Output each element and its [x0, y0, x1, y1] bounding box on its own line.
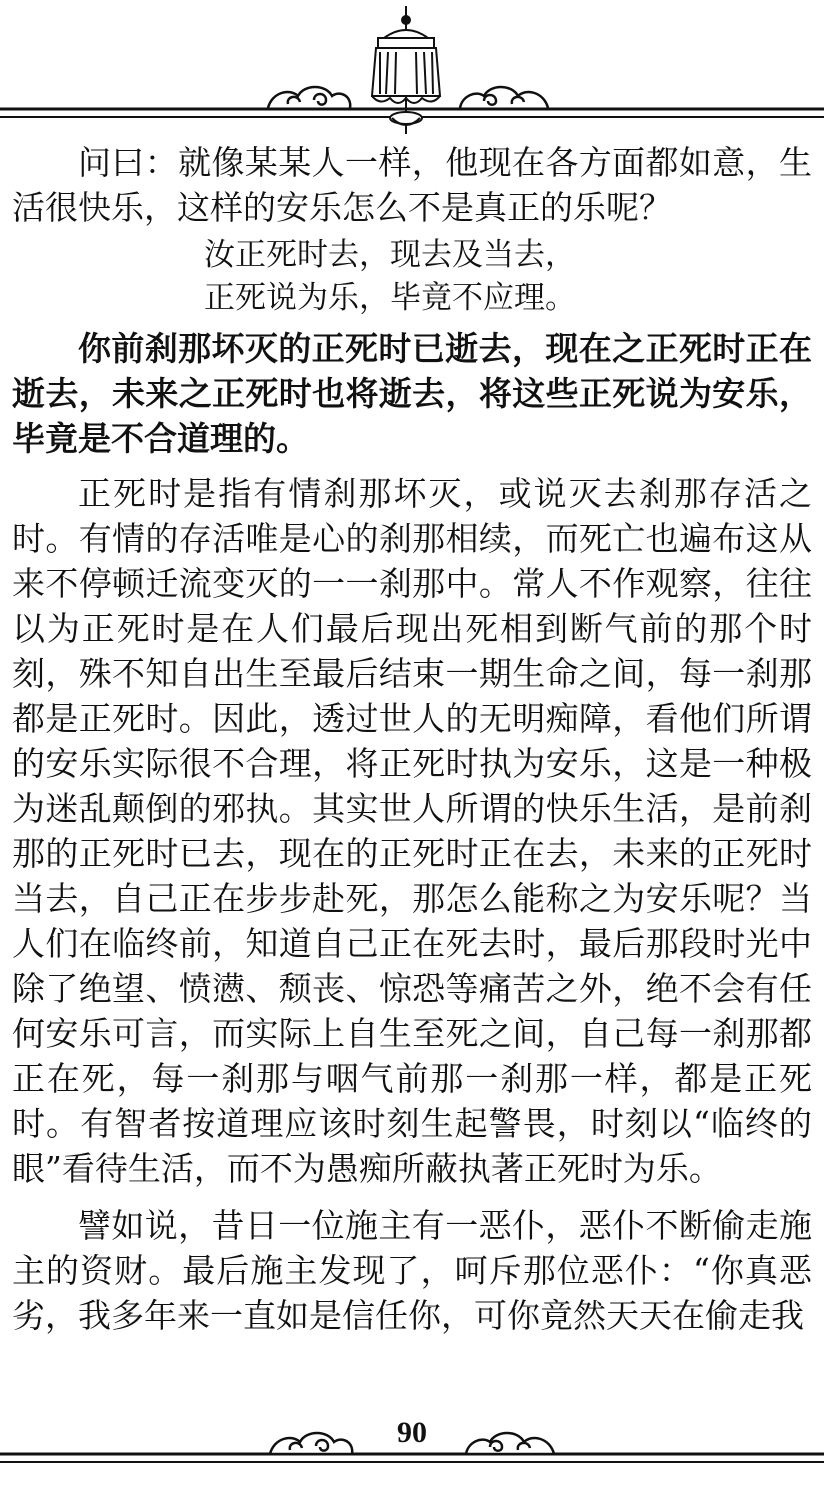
verse-block — [12, 234, 812, 320]
cloud-scroll-icon — [460, 87, 548, 108]
cloud-scroll-icon — [270, 1433, 352, 1454]
verse-line: 汝正死时去，现去及当去， — [204, 237, 576, 273]
page-number: 90 — [397, 1416, 427, 1449]
commentary-paragraph: 你前刹那坏灭的正死时已逝去，现在之正死时正在逝去，未来之正死时也将逝去，将这些正死说为安乐，毕竟是不合道理的。 — [12, 329, 812, 458]
victory-banner-ornament-icon — [372, 6, 440, 134]
header-ornament — [0, 0, 824, 140]
page-body — [12, 140, 812, 1338]
question-paragraph: 问曰：就像某某人一样，他现在各方面都如意，生活很快乐，这样的安乐怎么不是真正的乐呢？ — [12, 143, 812, 227]
header-ornament-svg — [0, 0, 824, 140]
cloud-scroll-icon — [268, 87, 350, 108]
explanation-paragraph: 正死时是指有情刹那坏灭，或说灭去刹那存活之时。有情的存活唯是心的刹那相续，而死亡也遍布这从来不停顿迁流变灭的一一刹那中。常人不作观察，往往以为正死时是在人们最后现出死相到断气前的那个时刻，殊不知自出生至最后结束一期生命之间，每一刹那都是正死时。因此，透过世人的无明痴障，看他们所谓的安乐实际很不合理，将正死时执为安乐，这是一种极为迷乱颠倒的邪执。其实世人所谓的快乐生活，是前刹那的正死时已去，现在的正死时正在去，未来的正死时当去，自己正在步步赴死，那怎么能称之为安乐呢？当人们在临终前，知道自己正在死去时，最后那段时光中除了绝望、愤懑、颓丧、惊恐等痛苦之外，绝不会有任何安乐可言，而实际上自生至死之间，自己每一刹那都正在死，每一刹那与咽气前那一刹那一样，都是正死时。有智者按道理应该时刻生起警畏，时刻以“临终的眼”看待生活，而不为愚痴所蔽执著正死时为乐。 — [12, 474, 812, 1188]
verse-line: 正死说为乐，毕竟不应理。 — [204, 280, 576, 316]
example-paragraph: 譬如说，昔日一位施主有一恶仆，恶仆不断偷走施主的资财。最后施主发现了，呵斥那位恶仆：“你真恶劣，我多年来一直如是信任你，可你竟然天天在偷走我 — [12, 1206, 812, 1335]
cloud-scroll-icon — [466, 1433, 554, 1454]
